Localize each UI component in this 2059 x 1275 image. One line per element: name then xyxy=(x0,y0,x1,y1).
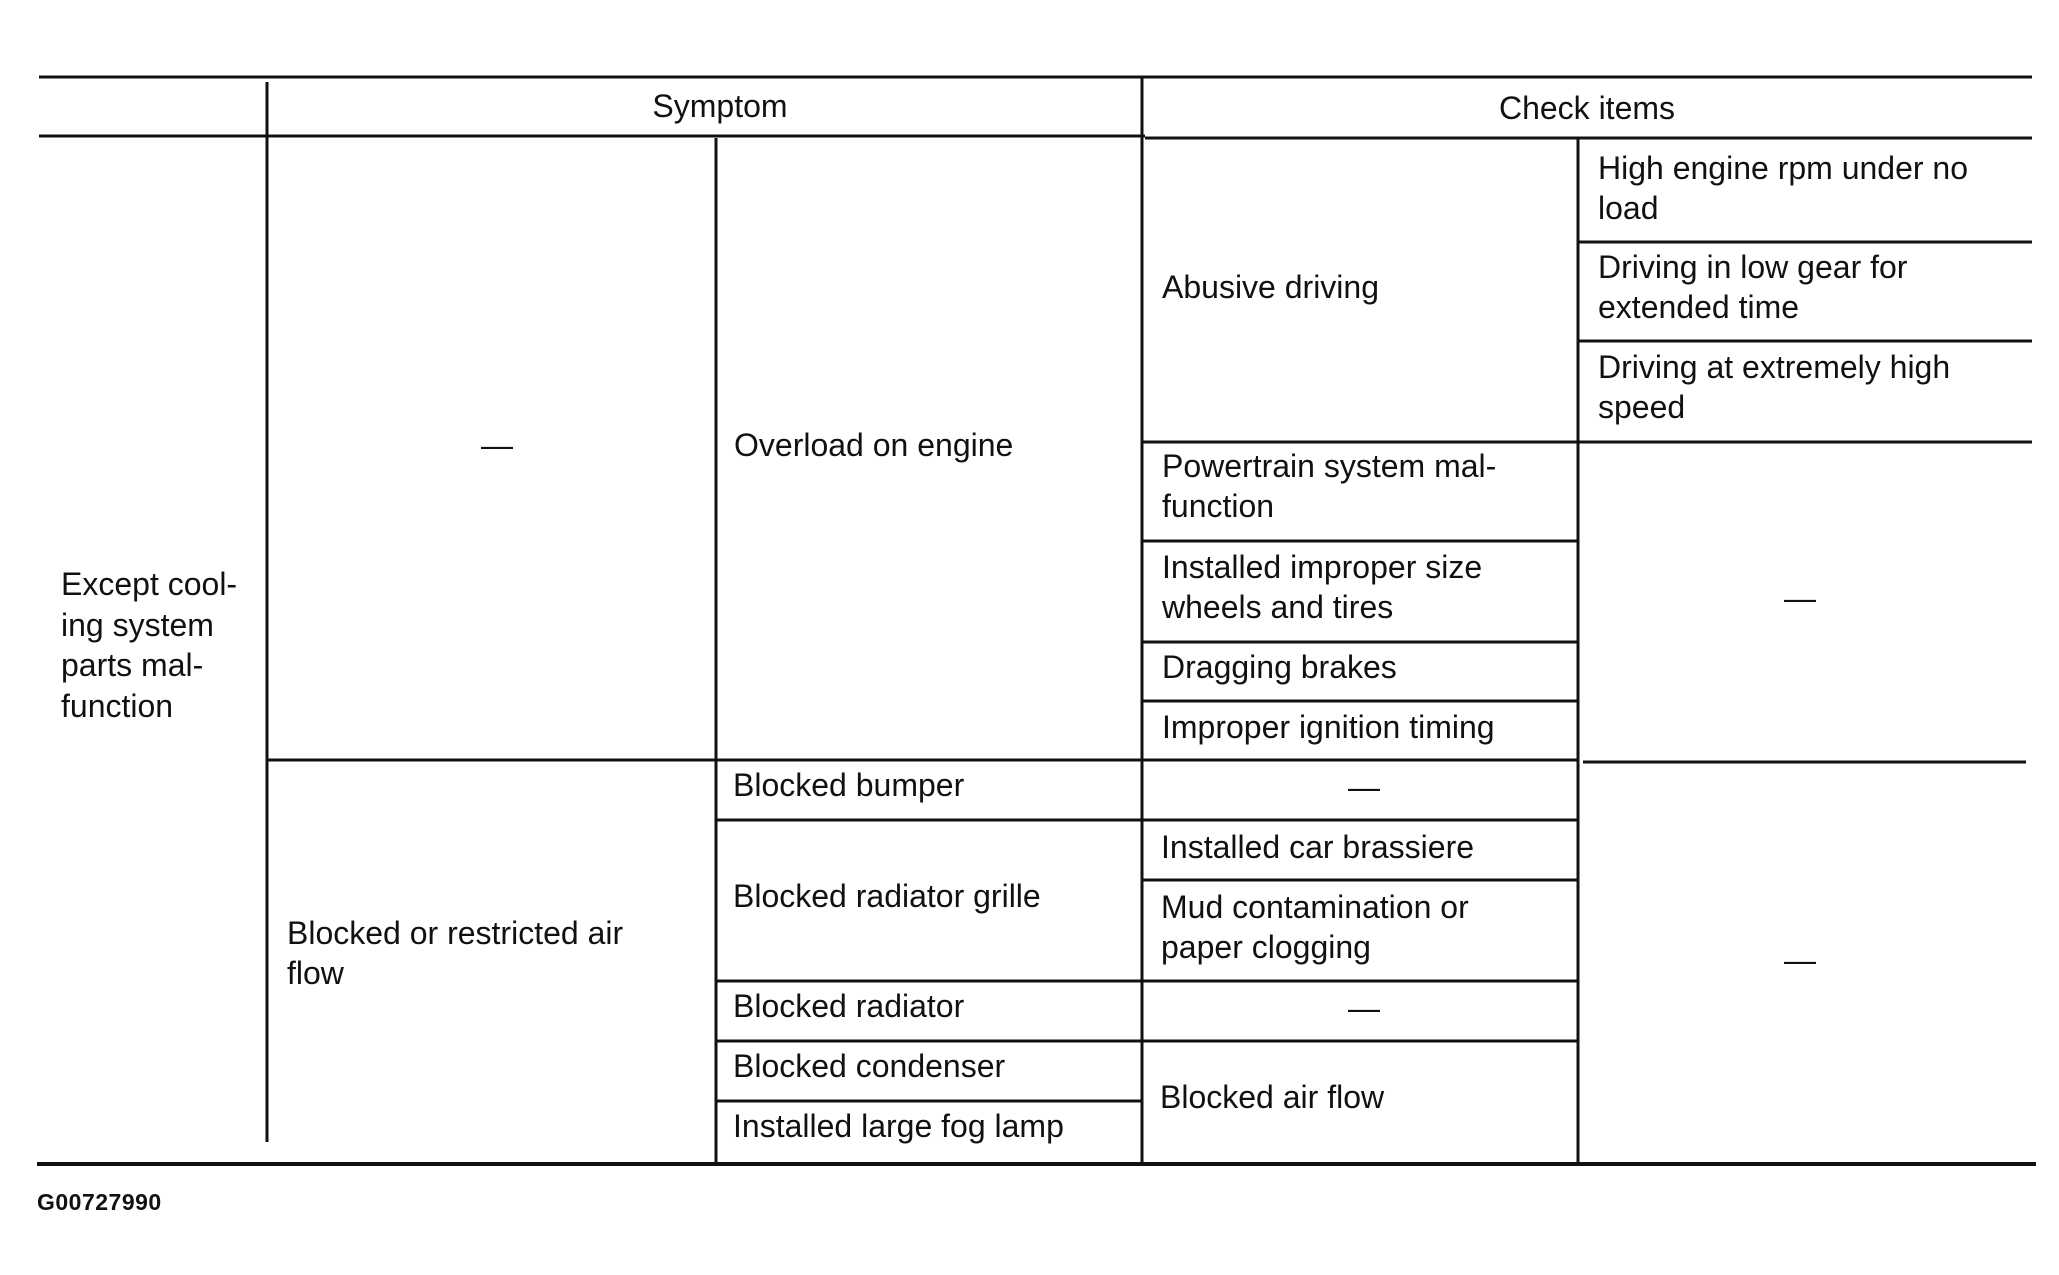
improper-wheels-item: Installed improper size wheels and tires xyxy=(1162,549,1483,625)
air-flow-detail-dash: — xyxy=(1784,942,1816,978)
blocked-bumper-check-dash: — xyxy=(1348,769,1380,805)
high-speed-detail: Driving at extremely high speed xyxy=(1598,349,1951,425)
blocked-bumper-symptom: Blocked bumper xyxy=(733,767,965,803)
mud-contamination-check: Mud contamination or paper clogging xyxy=(1161,889,1469,965)
car-brassiere-check: Installed car brassiere xyxy=(1161,829,1475,865)
overload-symptom-group-dash: — xyxy=(481,427,513,463)
blocked-grille-symptom: Blocked radiator grille xyxy=(733,878,1041,914)
blocked-air-flow-check: Blocked air flow xyxy=(1160,1079,1385,1115)
overload-detail-dash: — xyxy=(1784,580,1816,616)
overload-on-engine-symptom: Overload on engine xyxy=(734,427,1014,463)
large-fog-lamp-symptom: Installed large fog lamp xyxy=(733,1108,1064,1144)
high-engine-rpm-detail: High engine rpm under no load xyxy=(1598,150,1969,226)
category-label: Except cool- ing system parts mal- function xyxy=(61,566,238,724)
ignition-timing-item: Improper ignition timing xyxy=(1162,709,1495,745)
dragging-brakes-item: Dragging brakes xyxy=(1162,649,1397,685)
blocked-radiator-symptom: Blocked radiator xyxy=(733,988,965,1024)
symptom-header: Symptom xyxy=(652,88,788,124)
restricted-air-flow-symptom-group: Blocked or restricted air flow xyxy=(287,915,624,991)
blocked-radiator-check-dash: — xyxy=(1348,990,1380,1026)
low-gear-detail: Driving in low gear for extended time xyxy=(1598,249,1908,325)
blocked-condenser-symptom: Blocked condenser xyxy=(733,1048,1006,1084)
figure-code: G00727990 xyxy=(37,1189,162,1215)
powertrain-malfunction-item: Powertrain system mal- function xyxy=(1162,448,1497,524)
check-items-header: Check items xyxy=(1498,90,1676,126)
abusive-driving-item: Abusive driving xyxy=(1162,269,1379,305)
